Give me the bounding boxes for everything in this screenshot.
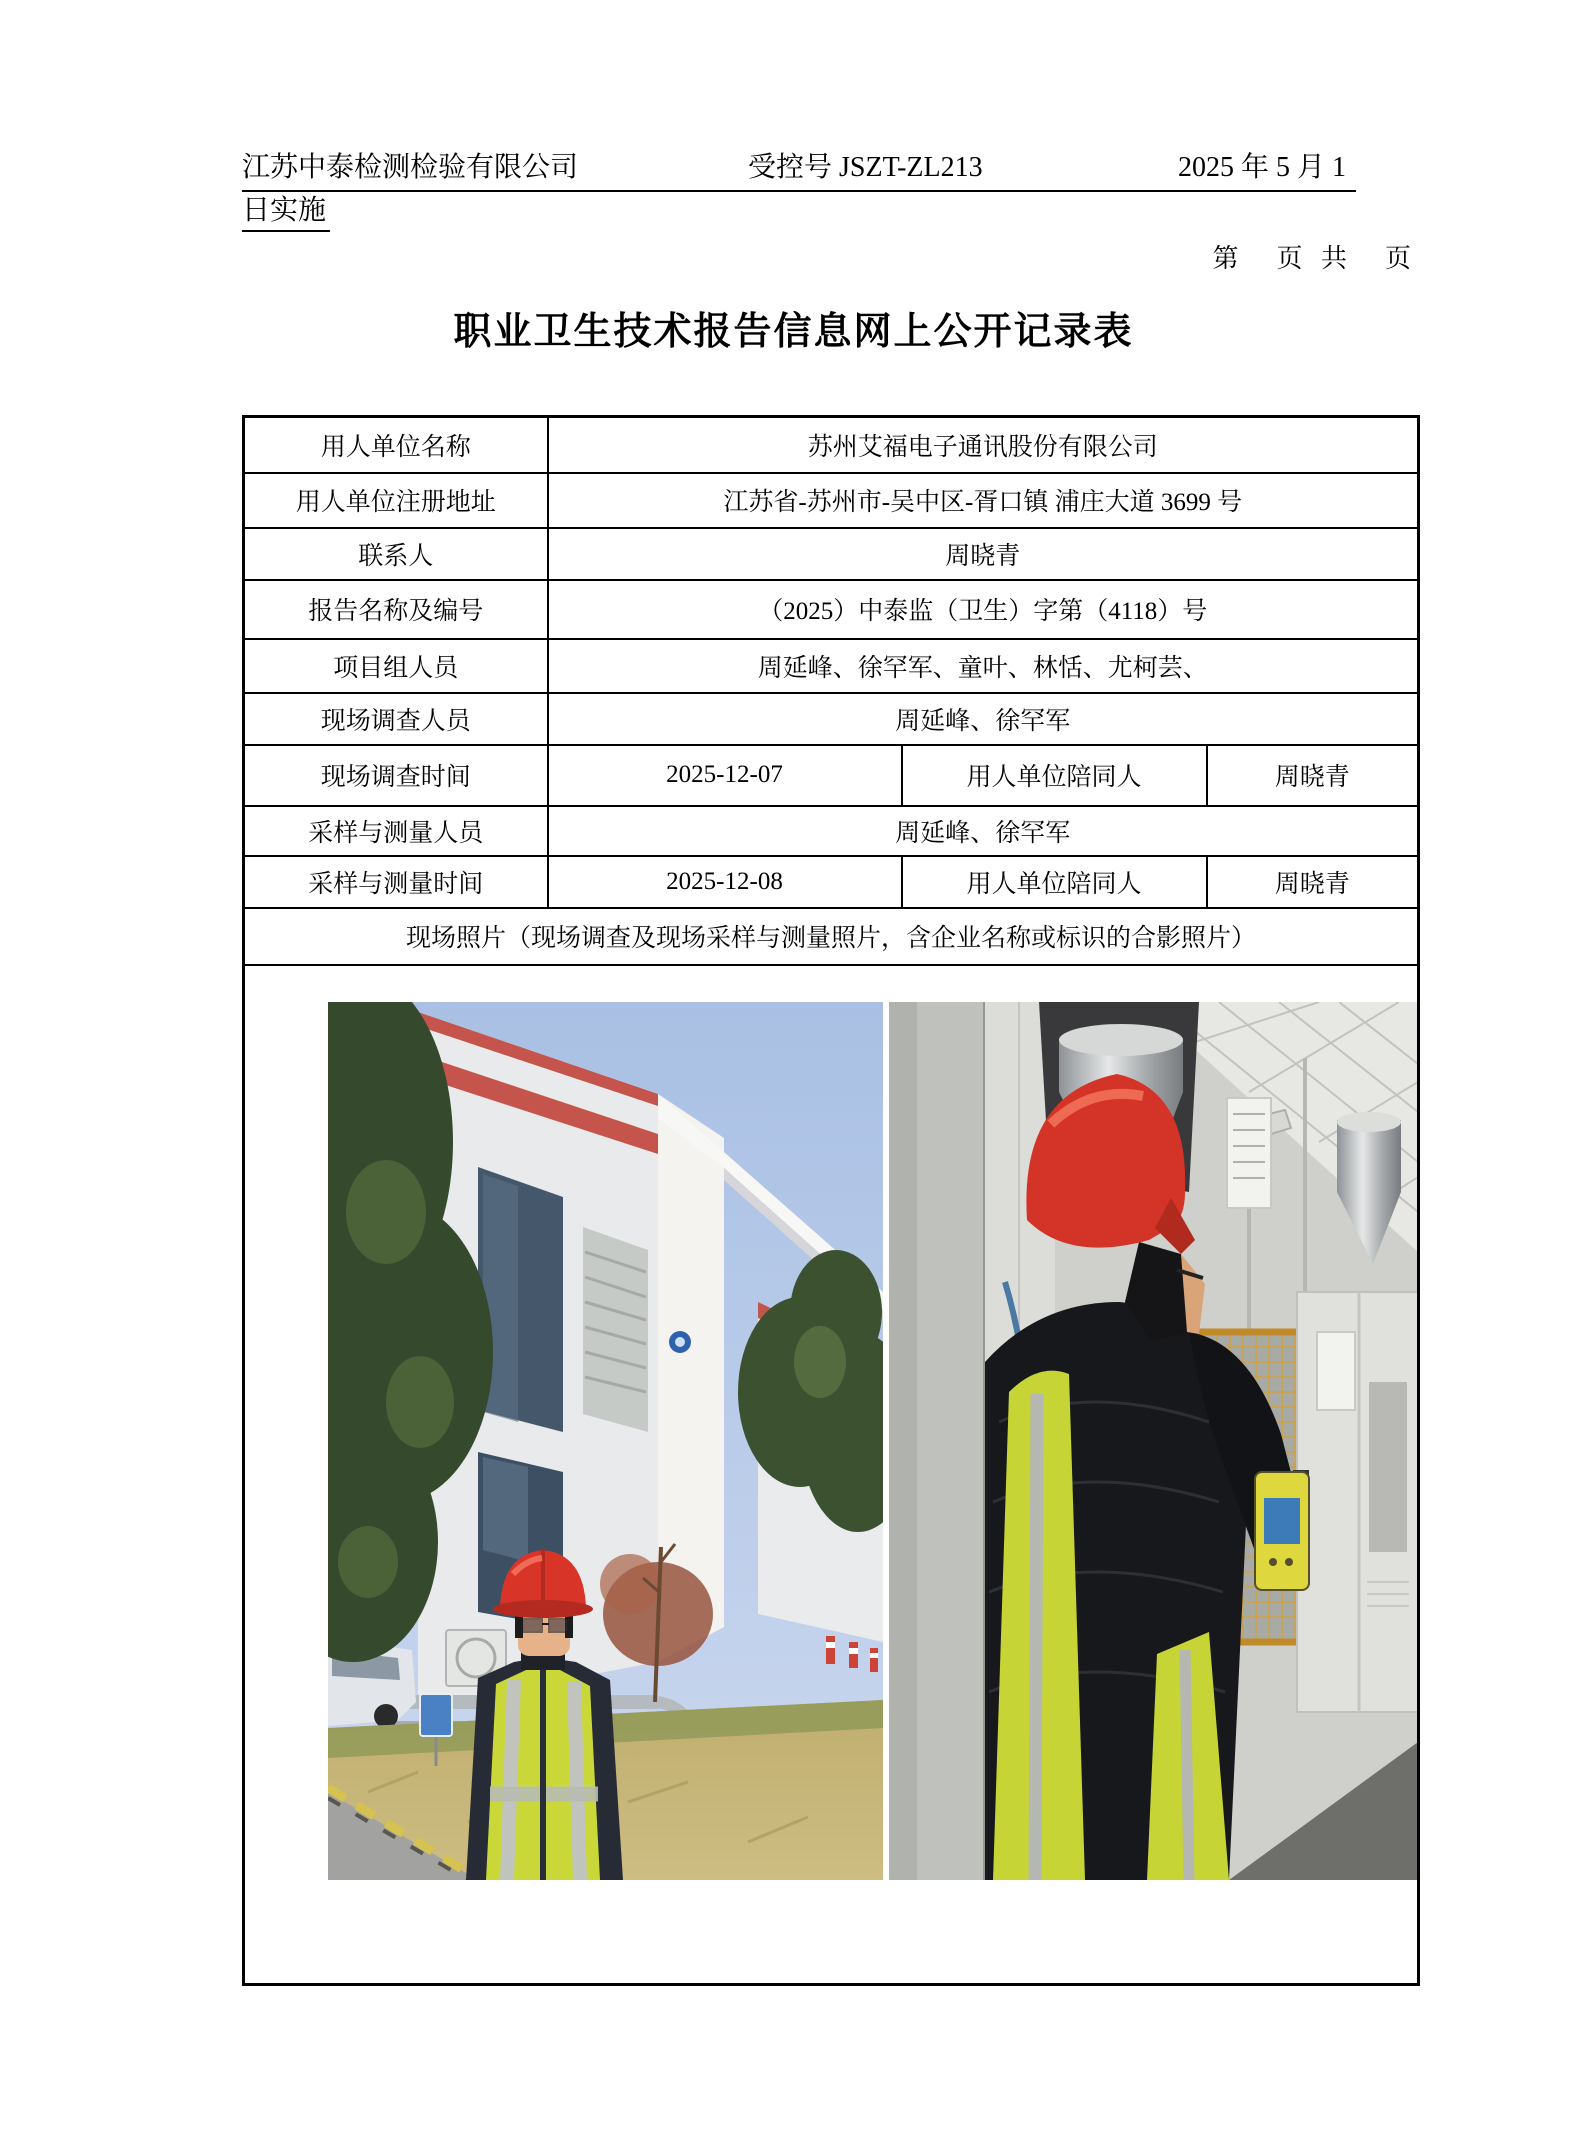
row-label: 项目组人员 (244, 639, 548, 693)
row-value-date: 2025-12-08 (548, 856, 902, 908)
record-table (242, 415, 1420, 1986)
table-row (244, 693, 1419, 745)
header-control-number: 受控号 JSZT-ZL213 (748, 152, 983, 183)
row-value: 周延峰、徐罕军 (548, 693, 1419, 745)
page-number-marker: 第 页 共 页 (1212, 244, 1417, 273)
row-value: 周晓青 (548, 528, 1419, 580)
table-row (244, 745, 1419, 806)
row-companion-name: 周晓青 (1207, 856, 1419, 908)
row-label: 现场调查时间 (244, 745, 548, 806)
table-row (244, 908, 1419, 965)
header-rule (242, 148, 1356, 192)
site-photo-building-exterior (328, 1002, 883, 1880)
row-value: 周延峰、徐罕军、童叶、林恬、尤柯芸、 (548, 639, 1419, 693)
row-companion-label: 用人单位陪同人 (902, 745, 1207, 806)
row-label: 采样与测量人员 (244, 806, 548, 856)
photo-row (244, 965, 1419, 1985)
table-row (244, 417, 1419, 473)
row-value: 苏州艾福电子通讯股份有限公司 (548, 417, 1419, 473)
row-label: 现场调查人员 (244, 693, 548, 745)
row-value-date: 2025-12-07 (548, 745, 902, 806)
row-label: 用人单位注册地址 (244, 473, 548, 528)
row-label: 报告名称及编号 (244, 580, 548, 639)
row-companion-label: 用人单位陪同人 (902, 856, 1207, 908)
row-value: 江苏省-苏州市-吴中区-胥口镇 浦庄大道 3699 号 (548, 473, 1419, 528)
photo-section-caption: 现场照片（现场调查及现场采样与测量照片，含企业名称或标识的合影照片） (244, 908, 1419, 965)
table-row (244, 473, 1419, 528)
building-photo-illustration (328, 1002, 883, 1880)
row-value: （2025）中泰监（卫生）字第（4118）号 (548, 580, 1419, 639)
photo-cell (244, 965, 1419, 1985)
site-photo-factory-measurement (889, 1002, 1418, 1880)
header-effective-date: 2025 年 5 月 1 (1178, 152, 1347, 183)
row-label: 用人单位名称 (244, 417, 548, 473)
table-row (244, 806, 1419, 856)
header-effective-date-cont: 日实施 (242, 192, 330, 232)
row-label: 采样与测量时间 (244, 856, 548, 908)
row-label: 联系人 (244, 528, 548, 580)
table-row (244, 528, 1419, 580)
header-company: 江苏中泰检测检验有限公司 (242, 152, 579, 183)
row-companion-name: 周晓青 (1207, 745, 1419, 806)
factory-photo-illustration (889, 1002, 1418, 1880)
row-value: 周延峰、徐罕军 (548, 806, 1419, 856)
table-row (244, 639, 1419, 693)
table-row (244, 580, 1419, 639)
table-row (244, 856, 1419, 908)
measurement-device (1255, 1470, 1309, 1590)
page-title: 职业卫生技术报告信息网上公开记录表 (453, 311, 1134, 353)
